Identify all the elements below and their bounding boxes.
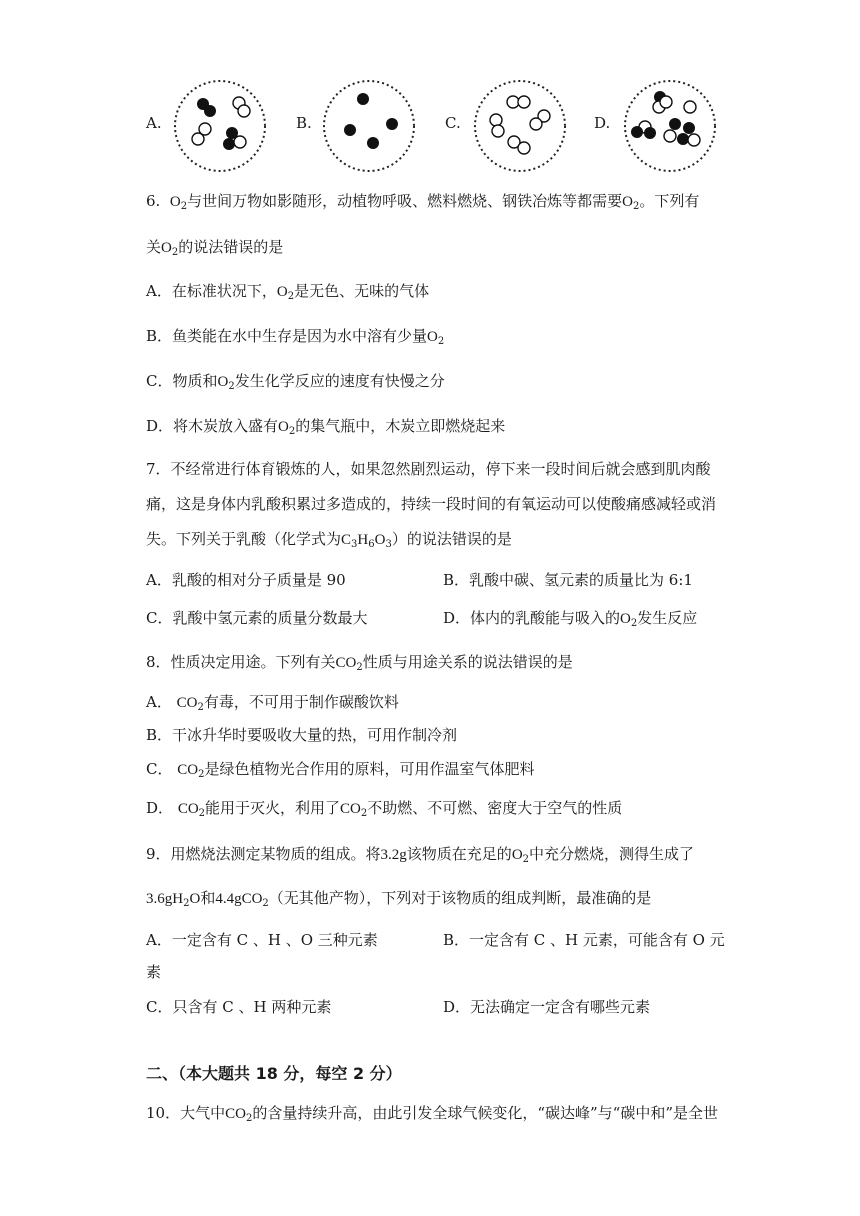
q8-option-a[interactable]: A． $CO_2$有毒，不可用于制作碳酸饮料 <box>146 693 399 713</box>
q5-option-a-diagram <box>172 78 268 174</box>
q7-stem-line3: 失。下列关于乳酸（化学式为$C_3H_6O_3$）的说法错误的是 <box>146 530 512 550</box>
q7-option-c[interactable]: C．乳酸中氢元素的质量分数最大 <box>146 609 368 627</box>
q5-option-d-diagram <box>622 78 718 174</box>
q5-option-c-diagram <box>472 78 568 174</box>
q9-option-c[interactable]: C．只含有 C 、H 两种元素 <box>146 998 332 1016</box>
q6-stem-line2: 关$O_2$的说法错误的是 <box>146 238 284 258</box>
q7-stem-line2: 痛，这是身体内乳酸积累过多造成的，持续一段时间的有氧运动可以使酸痛感减轻或消 <box>146 495 717 513</box>
q7-option-d[interactable]: D．体内的乳酸能与吸入的$O_2$发生反应 <box>443 609 698 629</box>
q9-option-d[interactable]: D．无法确定一定含有哪些元素 <box>443 998 651 1016</box>
q8-option-c[interactable]: C． $CO_2$是绿色植物光合作用的原料，可用作温室气体肥料 <box>146 760 535 780</box>
q5-option-b-diagram <box>321 78 417 174</box>
q5-option-a-label: A. <box>146 114 162 132</box>
q9-stem-line1: 9．用燃烧法测定某物质的组成。将3.2g该物质在充足的$O_2$中充分燃烧，测得生成了 <box>146 845 695 865</box>
q5-option-d-label: D. <box>594 114 611 132</box>
q6-option-d[interactable]: D．将木炭放入盛有$O_2$的集气瓶中，木炭立即燃烧起来 <box>146 417 506 437</box>
q5-option-c-label: C. <box>445 114 461 132</box>
q10-stem-line1: 10．大气中$CO_2$的含量持续升高，由此引发全球气候变化，“碳达峰”与“碳中和”是全世 <box>146 1104 718 1124</box>
q9-option-b-continuation: 素 <box>146 963 162 981</box>
q8-option-b[interactable]: B．干冰升华时要吸收大量的热，可用作制冷剂 <box>146 726 458 744</box>
q5-option-b-label: B. <box>296 114 312 132</box>
q8-option-d[interactable]: D． $CO_2$能用于灭火，利用了$CO_2$不助燃、不可燃、密度大于空气的性质 <box>146 799 623 819</box>
q6-option-a[interactable]: A．在标准状况下，$O_2$是无色、无味的气体 <box>146 282 430 302</box>
q7-option-b[interactable]: B．乳酸中碳、氢元素的质量比为 6:1 <box>443 571 693 589</box>
q8-stem: 8．性质决定用途。下列有关$CO_2$性质与用途关系的说法错误的是 <box>146 653 573 673</box>
q9-option-b[interactable]: B．一定含有 C 、H 元素，可能含有 O 元 <box>443 931 725 949</box>
q6-option-c[interactable]: C．物质和$O_2$发生化学反应的速度有快慢之分 <box>146 372 445 392</box>
q6-stem-line1: 6. $O_2$与世间万物如影随形，动植物呼吸、燃料燃烧、钢铁冶炼等都需要$O_2$。下列有 <box>146 192 700 212</box>
q7-option-a[interactable]: A．乳酸的相对分子质量是 90 <box>146 571 346 589</box>
section-heading: 二、（本大题共 18 分，每空 2 分） <box>146 1064 402 1083</box>
q9-stem-line2: $3.6gH_2O$和4.4gCO$_2$（无其他产物），下列对于该物质的组成判断，最准确的是 <box>146 889 652 909</box>
q9-option-a[interactable]: A．一定含有 C 、H 、O 三种元素 <box>146 931 378 949</box>
q6-option-b[interactable]: B．鱼类能在水中生存是因为水中溶有少量$O_2$ <box>146 327 445 347</box>
q7-stem-line1: 7．不经常进行体育锻炼的人，如果忽然剧烈运动，停下来一段时间后就会感到肌肉酸 <box>146 460 711 478</box>
